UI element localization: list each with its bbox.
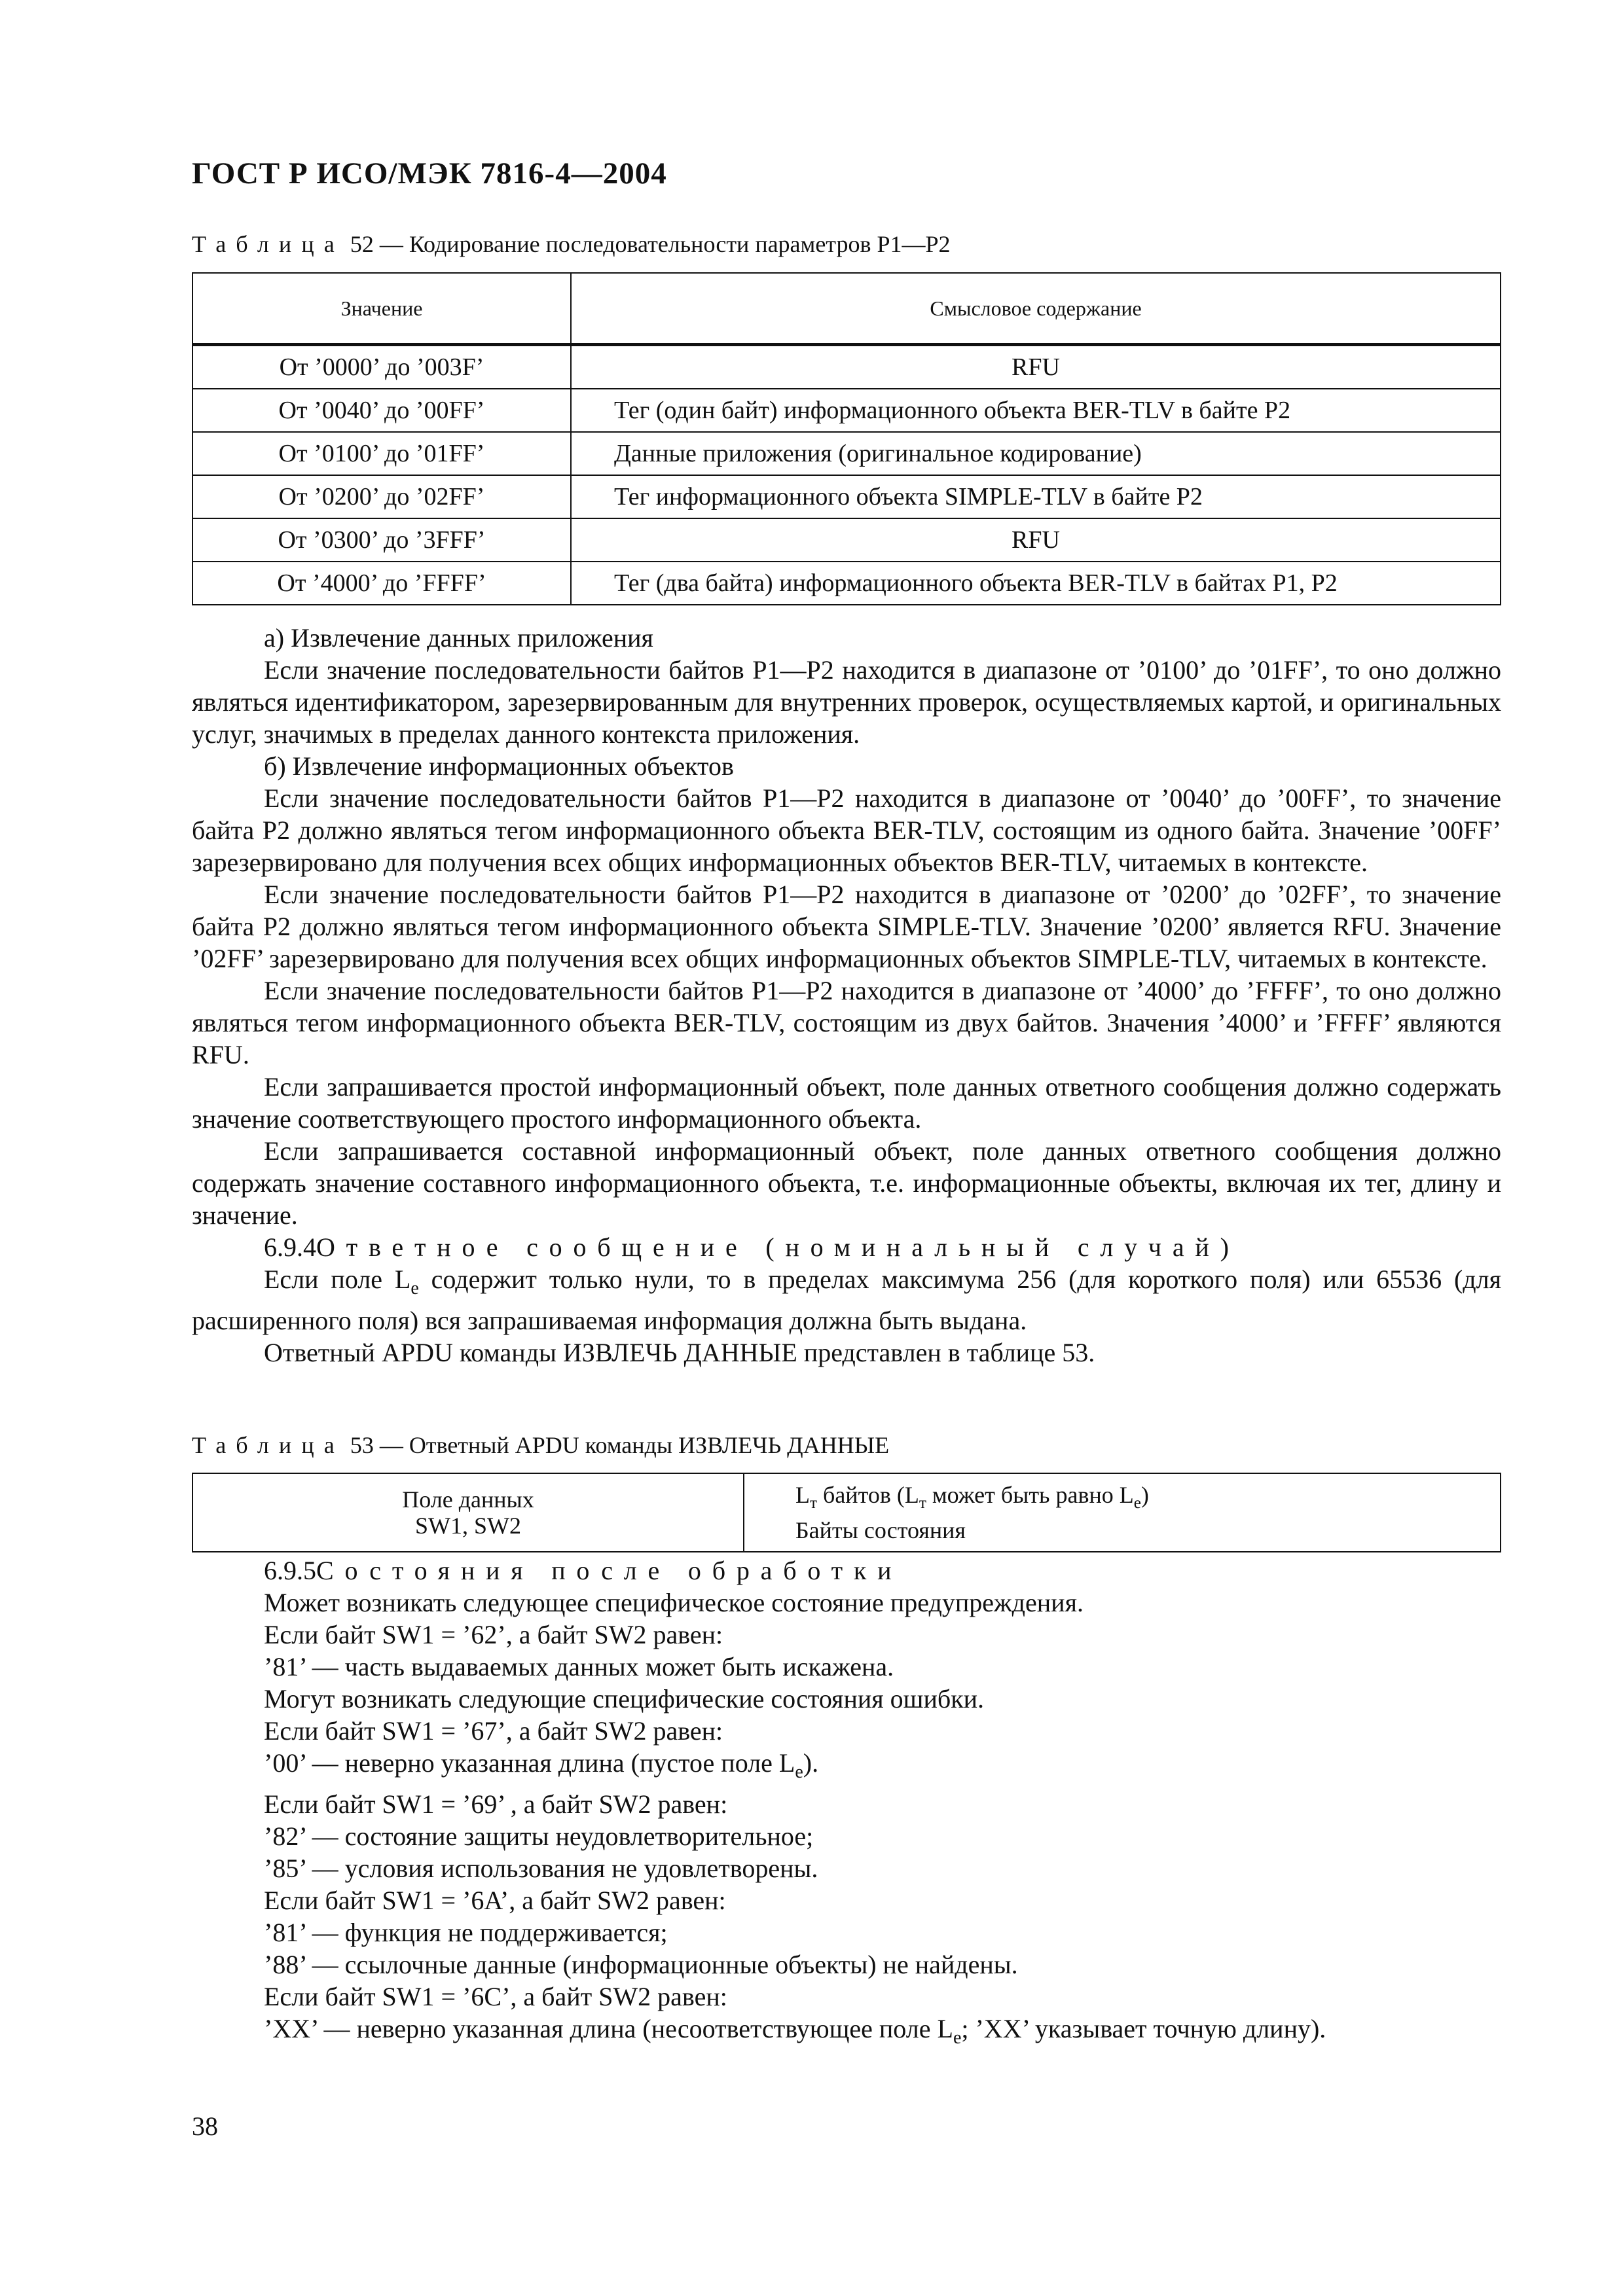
text-line: Если байт SW1 = ’6A’, а байт SW2 равен: — [264, 1886, 726, 1915]
table-cell-value: От ’0000’ до ’003F’ — [192, 345, 571, 389]
table52-col-meaning: Смысловое содержание — [571, 273, 1501, 345]
table53-right-line-1 — [795, 1482, 1149, 1513]
table-cell-meaning: Данные приложения (оригинальное кодирование) — [571, 432, 1501, 475]
text-line: Если байт SW1 = ’62’, а байт SW2 равен: — [264, 1620, 723, 1649]
section-number: 6.9.4 — [264, 1232, 316, 1262]
le-text-post: содержит только нули, то в пределах максимума 256 (для короткого поля) или 65536 (для расширенного поля) вся запрашиваемая информация должна быть выдана. — [192, 1265, 1501, 1335]
text-part: L — [795, 1482, 810, 1509]
document-header: ГОСТ Р ИСО/МЭК 7816-4—2004 — [192, 156, 667, 190]
text-line: ’88’ — ссылочные данные (информационные объекты) не найдены. — [264, 1950, 1018, 1979]
table53-right-line-2: Байты состояния — [795, 1516, 966, 1543]
body-text-section-2 — [192, 1554, 1501, 2054]
le-text-pre: Если поле L — [264, 1265, 411, 1294]
section-heading-6-9-5 — [192, 1554, 1501, 1587]
table-row — [192, 389, 1501, 432]
table52 — [192, 272, 1501, 605]
text-part: ’XX’ — неверно указанная длина (несоответствующее поле L — [264, 2014, 953, 2043]
table-cell-value: От ’4000’ до ’FFFF’ — [192, 562, 571, 605]
table-cell-meaning: Тег (два байта) информационного объекта BER-TLV в байтах P1, P2 — [571, 562, 1501, 605]
table-row — [192, 432, 1501, 475]
table-cell-meaning: RFU — [571, 518, 1501, 562]
table-row — [192, 518, 1501, 562]
text-line: ’81’ — функция не поддерживается; — [264, 1918, 668, 1947]
text-part: ’00’ — неверно указанная длина (пустое поле L — [264, 1748, 795, 1778]
text-line: Могут возникать следующие специфические состояния ошибки. — [264, 1684, 985, 1713]
text-line: ’82’ — состояние защиты неудовлетворительное; — [264, 1821, 814, 1851]
table52-label: Таблица — [192, 231, 344, 257]
subscript: т — [919, 1494, 926, 1513]
table52-caption — [192, 230, 951, 258]
paragraph-simple-object: Если запрашивается простой информационный объект, поле данных ответного сообщения должно содержать значение соответствующего простого информационного объекта. — [192, 1072, 1501, 1134]
paragraph-b2: Если значение последовательности байтов P1—P2 находится в диапазоне от ’0200’ до ’02FF’, то значение байта P2 должно являться тегом информационного объекта SIMPLE-TLV. Значение ’0200’ является RFU. Значение ’02FF’ зарезервировано для получения всех общих информационных объектов SIMPLE-TLV, читаемых в контексте. — [192, 880, 1501, 973]
paragraph-le — [192, 1263, 1501, 1336]
text-part: ). — [803, 1748, 819, 1778]
text-part: может быть равно L — [926, 1482, 1134, 1509]
text-line: Может возникать следующее специфическое состояние предупреждения. — [264, 1588, 1084, 1617]
table53-right-cell — [744, 1473, 1501, 1552]
table-cell-value: От ’0200’ до ’02FF’ — [192, 475, 571, 518]
section-number: 6.9.5 — [264, 1556, 316, 1585]
paragraph-a-heading: а) Извлечение данных приложения — [264, 623, 653, 653]
text-line: Если байт SW1 = ’69’ , а байт SW2 равен: — [264, 1789, 728, 1819]
paragraph-a: Если значение последовательности байтов P1—P2 находится в диапазоне от ’0100’ до ’01FF’, то оно должно являться идентификатором, зарезервированным для внутренних проверок, осуществляемых картой, и оригинальных услуг, значимых в пределах данного контекста приложения. — [192, 655, 1501, 749]
table53-left-line-1: Поле данных — [402, 1486, 534, 1513]
text-line: ’85’ — условия использования не удовлетворены. — [264, 1854, 818, 1883]
text-line — [192, 2013, 1501, 2054]
text-line — [192, 1747, 1501, 1788]
table53-left-cell — [192, 1473, 744, 1552]
table-row — [192, 562, 1501, 605]
table52-header-row — [192, 273, 1501, 345]
table-cell-meaning: RFU — [571, 345, 1501, 389]
table53-label: Таблица — [192, 1432, 344, 1458]
table53-number: 53 — [350, 1432, 374, 1458]
table-row — [192, 475, 1501, 518]
table52-col-value: Значение — [192, 273, 571, 345]
body-text-section-1 — [192, 622, 1501, 1369]
table53 — [192, 1473, 1501, 1552]
text-line: ’81’ — часть выдаваемых данных может быть искажена. — [264, 1652, 894, 1681]
paragraph-b-heading: б) Извлечение информационных объектов — [264, 751, 734, 781]
subscript: e — [795, 1762, 803, 1782]
text-part: байтов (L — [817, 1482, 919, 1509]
paragraph-composite-object: Если запрашивается составной информационный объект, поле данных ответного сообщения должно содержать значение составного информационного объекта, т.е. информационные объекты, включая их тег, длину и значение. — [192, 1136, 1501, 1230]
table53-left-line-2: SW1, SW2 — [415, 1513, 521, 1539]
text-part: ; ’XX’ указывает точную длину). — [961, 2014, 1326, 2043]
text-part: ) — [1140, 1482, 1149, 1509]
section-heading-6-9-4 — [192, 1231, 1501, 1263]
table52-title: — Кодирование последовательности параметров P1—P2 — [379, 231, 951, 257]
table53-title: — Ответный APDU команды ИЗВЛЕЧЬ ДАННЫЕ — [379, 1432, 890, 1458]
table-row — [192, 345, 1501, 389]
table-cell-value: От ’0100’ до ’01FF’ — [192, 432, 571, 475]
table52-number: 52 — [350, 231, 374, 257]
table-cell-meaning: Тег информационного объекта SIMPLE-TLV в байте P2 — [571, 475, 1501, 518]
table-cell-value: От ’0040’ до ’00FF’ — [192, 389, 571, 432]
subscript: т — [810, 1494, 818, 1513]
text-line: Если байт SW1 = ’67’, а байт SW2 равен: — [264, 1716, 723, 1746]
table-cell-meaning: Тег (один байт) информационного объекта BER-TLV в байте P2 — [571, 389, 1501, 432]
paragraph-apdu-reference: Ответный APDU команды ИЗВЛЕЧЬ ДАННЫЕ представлен в таблице 53. — [264, 1338, 1095, 1367]
page-number: 38 — [192, 2111, 218, 2141]
text-line: Если байт SW1 = ’6C’, а байт SW2 равен: — [264, 1982, 727, 2011]
paragraph-b3: Если значение последовательности байтов P1—P2 находится в диапазоне от ’4000’ до ’FFFF’, то оно должно являться тегом информационного объекта BER-TLV, состоящим из двух байтов. Значения ’4000’ и ’FFFF’ являются RFU. — [192, 976, 1501, 1069]
paragraph-b1: Если значение последовательности байтов P1—P2 находится в диапазоне от ’0040’ до ’00FF’, то значение байта P2 должно являться тегом информационного объекта BER-TLV, состоящим из одного байта. Значение ’00FF’ зарезервировано для получения всех общих информационных объектов BER-TLV, читаемых в контексте. — [192, 783, 1501, 877]
subscript: e — [953, 2028, 962, 2048]
le-subscript: e — [410, 1278, 419, 1299]
table-row — [192, 1473, 1501, 1552]
section-title: Состояния после обработки — [316, 1556, 903, 1585]
subscript: e — [1133, 1494, 1141, 1513]
section-title: Ответное сообщение (номинальный случай) — [316, 1232, 1240, 1262]
table53-caption — [192, 1431, 889, 1459]
table-cell-value: От ’0300’ до ’3FFF’ — [192, 518, 571, 562]
